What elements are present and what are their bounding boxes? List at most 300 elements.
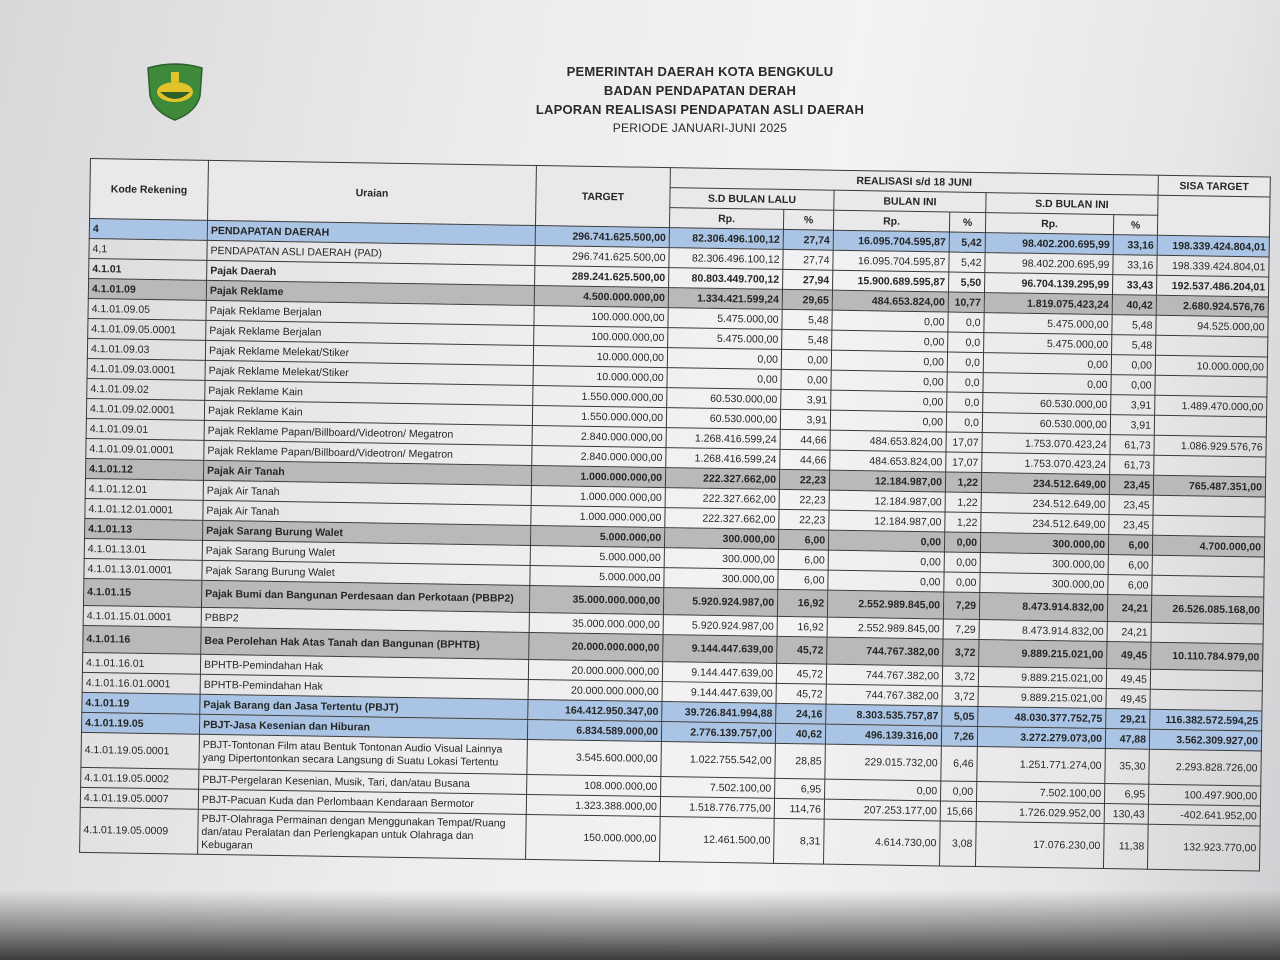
cell-kode: 4.1.01.19.05.0007 — [80, 787, 198, 809]
header-sd-bulan-lalu: S.D BULAN LALU — [670, 188, 834, 211]
cell-lalu: 5.475.000,00 — [668, 328, 782, 350]
cell-sd-p: 23,45 — [1109, 495, 1153, 516]
cell-target: 1.000.000.000,00 — [531, 505, 665, 527]
cell-sd-p: 23,45 — [1109, 475, 1153, 496]
cell-ini: 2.552.989.845,00 — [827, 617, 943, 639]
cell-lalu-p: 22,23 — [779, 469, 829, 490]
cell-uraian: Pajak Reklame Melekat/Stiker — [205, 340, 533, 365]
cell-uraian: Pajak Reklame Berjalan — [206, 320, 534, 345]
cell-uraian: Bea Perolehan Hak Atas Tanah dan Bangunan (BPHTB) — [201, 627, 529, 659]
cell-uraian: PENDAPATAN ASLI DAERAH (PAD) — [207, 240, 535, 265]
cell-ini: 0,00 — [831, 370, 947, 392]
cell-sd-p: 6,95 — [1104, 784, 1148, 805]
cell-ini-p: 7,29 — [943, 619, 979, 640]
cell-sd-p: 49,45 — [1106, 689, 1150, 710]
cell-ini: 12.184.987,00 — [829, 510, 945, 532]
cell-uraian: Pajak Reklame Melekat/Stiker — [205, 360, 533, 385]
cell-sd: 1.753.070.423,24 — [982, 433, 1110, 455]
cell-ini: 484.653.824,00 — [832, 290, 948, 312]
cell-ini-p: 0,0 — [947, 352, 983, 373]
cell-uraian: PBBP2 — [201, 607, 529, 632]
cell-lalu: 222.327.662,00 — [665, 488, 779, 510]
cell-target: 108.000.000,00 — [527, 774, 661, 796]
cell-lalu: 5.475.000,00 — [668, 308, 782, 330]
cell-sisa — [1151, 622, 1263, 644]
cell-sd: 3.272.279.073,00 — [977, 727, 1105, 749]
cell-sd-p: 23,45 — [1109, 515, 1153, 536]
cell-sisa: 1.489.470.000,00 — [1155, 395, 1267, 417]
header-target: TARGET — [535, 166, 670, 228]
cell-kode: 4.1.01.09.02.0001 — [86, 398, 204, 420]
cell-sd-p: 6,00 — [1108, 575, 1152, 596]
header-uraian: Uraian — [208, 160, 537, 225]
cell-sd-p: 47,88 — [1105, 729, 1149, 750]
cell-sd-p: 5,48 — [1112, 335, 1156, 356]
cell-kode: 4.1.01.09.03.0001 — [87, 358, 205, 380]
cell-sisa: 1.086.929.576,76 — [1154, 435, 1266, 457]
cell-ini-p: 0,0 — [947, 392, 983, 413]
header-line-3: LAPORAN REALISASI PENDAPATAN ASLI DAERAH — [535, 102, 865, 117]
cell-sd: 9.889.215.021,00 — [979, 640, 1107, 669]
cell-sisa: 10.000.000,00 — [1155, 355, 1267, 377]
cell-ini-p: 15,66 — [940, 801, 976, 822]
cell-target: 296.741.625.500,00 — [535, 246, 669, 268]
cell-sd: 60.530.000,00 — [983, 393, 1111, 415]
cell-sisa — [1154, 455, 1266, 477]
cell-lalu-p: 16,92 — [777, 589, 827, 617]
cell-sd: 96.704.139.295,99 — [984, 273, 1112, 295]
cell-sd-p: 6,00 — [1108, 555, 1152, 576]
cell-target: 10.000.000,00 — [533, 345, 667, 367]
cell-sisa: 198.339.424.804,01 — [1157, 255, 1269, 277]
photo-shadow — [0, 890, 1280, 960]
cell-uraian: Pajak Bumi dan Bangunan Perdesaan dan Perkotaan (PBBP2) — [201, 580, 529, 612]
cell-uraian: BPHTB-Pemindahan Hak — [200, 674, 528, 699]
cell-lalu-p: 5,48 — [782, 309, 832, 330]
cell-sd-p: 49,45 — [1106, 669, 1150, 690]
cell-kode: 4.1.01.16 — [83, 625, 201, 654]
cell-sd: 0,00 — [983, 353, 1111, 375]
cell-sd: 5.475.000,00 — [984, 333, 1112, 355]
cell-sisa: 3.562.309.927,00 — [1149, 729, 1261, 751]
cell-ini: 484.653.824,00 — [830, 430, 946, 452]
cell-ini: 15.900.689.595,87 — [833, 270, 949, 292]
cell-sd-p: 33,16 — [1113, 255, 1157, 276]
cell-sisa — [1155, 375, 1267, 397]
cell-ini-p: 0,0 — [948, 332, 984, 353]
cell-ini: 0,00 — [832, 330, 948, 352]
cell-target: 5.000.000,00 — [530, 565, 664, 587]
cell-uraian: PENDAPATAN DAERAH — [207, 220, 535, 245]
cell-ini: 744.767.382,00 — [826, 684, 942, 706]
cell-sd-p: 11,38 — [1103, 824, 1148, 870]
cell-target: 1.000.000.000,00 — [531, 465, 665, 487]
cell-ini: 207.253.177,00 — [824, 799, 940, 821]
cell-target: 100.000.000,00 — [534, 325, 668, 347]
cell-sisa — [1152, 575, 1264, 597]
cell-sisa: 2.293.828.726,00 — [1149, 749, 1262, 786]
kota-bengkulu-logo — [140, 62, 210, 122]
cell-sisa — [1153, 495, 1265, 517]
cell-kode: 4.1.01.13.01.0001 — [84, 558, 202, 580]
cell-ini: 0,00 — [830, 410, 946, 432]
cell-ini: 484.653.824,00 — [830, 450, 946, 472]
cell-target: 5.000.000,00 — [530, 545, 664, 567]
cell-sisa: 94.525.000,00 — [1156, 315, 1268, 337]
cell-ini-p: 7,29 — [943, 592, 979, 620]
cell-ini: 4.614.730,00 — [823, 819, 940, 866]
cell-kode: 4.1.01 — [89, 258, 207, 280]
cell-lalu: 5.920.924.987,00 — [663, 615, 777, 637]
cell-lalu-p: 3,91 — [781, 389, 831, 410]
cell-lalu: 222.327.662,00 — [665, 508, 779, 530]
cell-sisa: 26.526.085.168,00 — [1151, 595, 1263, 624]
cell-sd: 1.819.075.423,24 — [984, 293, 1112, 315]
cell-sd: 1.726.029.952,00 — [976, 802, 1104, 824]
cell-uraian: Pajak Air Tanah — [203, 480, 531, 505]
cell-sd: 60.530.000,00 — [982, 413, 1110, 435]
cell-sd: 98.402.200.695,99 — [985, 253, 1113, 275]
cell-target: 6.834.589.000,00 — [527, 719, 661, 741]
cell-sisa: 10.110.784.979,00 — [1151, 642, 1263, 671]
cell-sisa — [1150, 669, 1262, 691]
header-sd-bulan-ini: S.D BULAN INI — [986, 193, 1158, 216]
cell-kode: 4.1.01.12 — [85, 458, 203, 480]
header-periode: PERIODE JANUARI-JUNI 2025 — [612, 121, 788, 135]
cell-uraian: Pajak Reklame Berjalan — [206, 300, 534, 325]
cell-lalu: 1.518.776.775,00 — [660, 797, 774, 819]
cell-lalu: 300.000,00 — [664, 548, 778, 570]
cell-sd: 7.502.100,00 — [977, 782, 1105, 804]
cell-kode: 4.1.01.09.01 — [86, 418, 204, 440]
cell-sd: 234.512.649,00 — [981, 473, 1109, 495]
cell-kode: 4.1.01.19.05 — [81, 712, 199, 734]
cell-sd: 48.030.377.752,75 — [978, 707, 1106, 729]
cell-target: 10.000.000,00 — [533, 365, 667, 387]
cell-lalu: 1.334.421.599,24 — [668, 288, 782, 310]
cell-lalu-p: 22,23 — [779, 489, 829, 510]
cell-ini: 744.767.382,00 — [826, 664, 942, 686]
cell-lalu-p: 0,00 — [781, 349, 831, 370]
cell-ini: 0,00 — [825, 779, 941, 801]
cell-ini-p: 0,0 — [947, 372, 983, 393]
cell-sisa: 198.339.424.804,01 — [1157, 235, 1269, 257]
cell-sd: 5.475.000,00 — [984, 313, 1112, 335]
cell-ini-p: 3,08 — [939, 821, 976, 867]
cell-target: 289.241.625.500,00 — [535, 266, 669, 288]
cell-lalu-p: 45,72 — [777, 636, 827, 664]
cell-lalu: 1.022.755.542,00 — [661, 742, 776, 779]
cell-lalu: 9.144.447.639,00 — [662, 682, 776, 704]
cell-sd-p: 49,45 — [1107, 642, 1151, 670]
cell-uraian: Pajak Air Tanah — [203, 460, 531, 485]
cell-kode: 4.1.01.13.01 — [84, 538, 202, 560]
cell-lalu-p: 45,72 — [776, 683, 826, 704]
cell-uraian: PBJT-Olahraga Permainan dengan Menggunakan Tempat/Ruang dan/atau Peralatan dan Perlengkapan untuk Olahraga dan Kebugaran — [198, 809, 527, 859]
cell-lalu-p: 6,00 — [778, 529, 828, 550]
cell-sd-p: 33,43 — [1112, 275, 1156, 296]
cell-lalu-p: 27,94 — [783, 269, 833, 290]
cell-ini-p: 1,22 — [945, 512, 981, 533]
cell-lalu-p: 27,74 — [783, 249, 833, 270]
cell-lalu-p: 8,31 — [774, 818, 825, 864]
cell-sd: 9.889.215.021,00 — [978, 687, 1106, 709]
cell-sd-p: 61,73 — [1110, 455, 1154, 476]
cell-lalu-p: 5,48 — [782, 329, 832, 350]
cell-lalu-p: 45,72 — [776, 663, 826, 684]
cell-ini: 744.767.382,00 — [827, 637, 943, 666]
table-body — [80, 219, 1270, 871]
cell-lalu: 0,00 — [667, 368, 781, 390]
cell-lalu-p: 6,00 — [778, 549, 828, 570]
cell-lalu: 0,00 — [667, 348, 781, 370]
cell-sd-p: 24,21 — [1107, 595, 1151, 623]
cell-kode: 4.1.01.09.03 — [87, 338, 205, 360]
cell-sd-p: 24,21 — [1107, 622, 1151, 643]
cell-sd-p: 0,00 — [1111, 375, 1155, 396]
cell-lalu: 82.306.496.100,12 — [669, 228, 783, 250]
cell-target: 150.000.000,00 — [526, 814, 661, 861]
cell-sisa — [1154, 415, 1266, 437]
cell-target: 3.545.600.000,00 — [527, 739, 662, 776]
cell-ini: 8.303.535.757,87 — [826, 704, 942, 726]
cell-uraian: Pajak Daerah — [207, 260, 535, 285]
cell-ini: 16.095.704.595,87 — [833, 230, 949, 252]
cell-ini: 496.139.316,00 — [825, 724, 941, 746]
cell-target: 1.550.000.000,00 — [532, 405, 666, 427]
cell-lalu-p: 28,85 — [775, 743, 826, 779]
cell-sd-p: 29,21 — [1106, 709, 1150, 730]
cell-lalu: 1.268.416.599,24 — [666, 428, 780, 450]
cell-sisa: 192.537.486.204,01 — [1156, 275, 1268, 297]
cell-sisa: 116.382.572.594,25 — [1150, 709, 1262, 731]
cell-sisa: -402.641.952,00 — [1148, 804, 1260, 826]
header-realisasi: REALISASI s/d 18 JUNI — [670, 168, 1158, 196]
cell-ini: 0,00 — [832, 310, 948, 332]
cell-sd-p: 130,43 — [1104, 804, 1148, 825]
cell-sd: 8.473.914.832,00 — [979, 593, 1107, 622]
cell-sisa: 2.680.924.576,76 — [1156, 295, 1268, 317]
cell-lalu: 2.776.139.757,00 — [661, 722, 775, 744]
cell-kode: 4.1.01.16.01.0001 — [82, 672, 200, 694]
cell-sd-p: 0,00 — [1111, 355, 1155, 376]
cell-uraian: Pajak Reklame Kain — [204, 400, 532, 425]
cell-uraian: Pajak Barang dan Jasa Tertentu (PBJT) — [200, 694, 528, 719]
cell-lalu-p: 24,16 — [776, 703, 826, 724]
cell-sisa: 4.700.000,00 — [1152, 535, 1264, 557]
cell-uraian: PBJT-Tontonan Film atau Bentuk Tontonan Audio Visual Lainnya yang Dipertontonkan secara Langsung di Suatu Lokasi Tertentu — [199, 734, 528, 774]
cell-kode: 4.1.01.16.01 — [82, 652, 200, 674]
cell-sisa — [1152, 555, 1264, 577]
cell-target: 35.000.000.000,00 — [529, 585, 663, 614]
cell-ini: 0,00 — [831, 390, 947, 412]
cell-sd-p: 5,48 — [1112, 315, 1156, 336]
cell-target: 2.840.000.000,00 — [532, 445, 666, 467]
cell-lalu-p: 6,00 — [778, 569, 828, 590]
cell-target: 1.000.000.000,00 — [531, 485, 665, 507]
cell-sd: 17.076.230,00 — [975, 822, 1104, 869]
cell-ini-p: 3,72 — [942, 666, 978, 687]
cell-lalu: 300.000,00 — [664, 528, 778, 550]
header-rp: Rp. — [669, 208, 783, 230]
cell-uraian: PBJT-Pacuan Kuda dan Perlombaan Kendaraan Bermotor — [198, 789, 526, 814]
cell-lalu: 60.530.000,00 — [667, 388, 781, 410]
cell-uraian: Pajak Sarang Burung Walet — [203, 520, 531, 545]
cell-target: 35.000.000.000,00 — [529, 612, 663, 634]
header-pct: % — [783, 209, 833, 230]
cell-ini-p: 0,00 — [944, 572, 980, 593]
cell-ini: 0,00 — [828, 570, 944, 592]
cell-ini-p: 0,0 — [946, 412, 982, 433]
cell-uraian: Pajak Reklame Papan/Billboard/Videotron/ Megatron — [204, 440, 532, 465]
cell-ini-p: 5,42 — [949, 232, 985, 253]
cell-sisa: 132.923.770,00 — [1147, 824, 1260, 871]
cell-sd: 234.512.649,00 — [981, 513, 1109, 535]
cell-ini-p: 5,42 — [949, 252, 985, 273]
cell-ini: 12.184.987,00 — [829, 470, 945, 492]
header-pct: % — [1113, 215, 1157, 236]
header-rp: Rp. — [985, 213, 1113, 235]
cell-lalu: 7.502.100,00 — [661, 777, 775, 799]
cell-kode: 4.1.01.12.01.0001 — [85, 498, 203, 520]
cell-uraian: Pajak Reklame — [206, 280, 534, 305]
header-bulan-ini: BULAN INI — [834, 190, 986, 212]
cell-uraian: PBJT-Pergelaran Kesenian, Musik, Tari, dan/atau Busana — [199, 769, 527, 794]
cell-lalu: 60.530.000,00 — [666, 408, 780, 430]
cell-ini: 16.095.704.595,87 — [833, 250, 949, 272]
cell-uraian: Pajak Sarang Burung Walet — [202, 540, 530, 565]
cell-kode: 4.1.01.09.01.0001 — [86, 438, 204, 460]
cell-lalu-p: 3,91 — [780, 409, 830, 430]
cell-lalu-p: 44,66 — [780, 449, 830, 470]
cell-sd: 300.000,00 — [980, 533, 1108, 555]
cell-ini: 0,00 — [828, 530, 944, 552]
cell-sd: 9.889.215.021,00 — [978, 667, 1106, 689]
cell-ini-p: 0,00 — [944, 552, 980, 573]
cell-ini-p: 1,22 — [945, 492, 981, 513]
cell-lalu-p: 40,62 — [775, 723, 825, 744]
cell-uraian: Pajak Air Tanah — [203, 500, 531, 525]
cell-lalu: 9.144.447.639,00 — [662, 662, 776, 684]
cell-sd: 234.512.649,00 — [981, 493, 1109, 515]
cell-target: 1.323.388.000,00 — [526, 794, 660, 816]
cell-uraian: Pajak Reklame Papan/Billboard/Videotron/ Megatron — [204, 420, 532, 445]
cell-kode: 4 — [89, 219, 207, 241]
cell-target: 164.412.950.347,00 — [528, 699, 662, 721]
header-sisa-target: SISA TARGET — [1158, 175, 1270, 197]
cell-kode: 4,1 — [89, 238, 207, 260]
cell-sd: 300.000,00 — [980, 553, 1108, 575]
cell-ini-p: 0,00 — [941, 781, 977, 802]
cell-kode: 4.1.01.15 — [83, 578, 201, 607]
cell-sd-p: 61,73 — [1110, 435, 1154, 456]
cell-ini-p: 0,00 — [944, 532, 980, 553]
cell-ini: 0,00 — [831, 350, 947, 372]
report-header — [430, 62, 970, 138]
header-sisa-blank — [1157, 195, 1270, 237]
cell-ini-p: 1,22 — [945, 472, 981, 493]
cell-ini: 12.184.987,00 — [829, 490, 945, 512]
cell-lalu: 222.327.662,00 — [665, 468, 779, 490]
cell-lalu-p: 44,66 — [780, 429, 830, 450]
cell-kode: 4.1.01.09.05 — [88, 298, 206, 320]
cell-ini-p: 6,46 — [941, 746, 978, 782]
cell-lalu: 9.144.447.639,00 — [663, 635, 777, 664]
cell-sisa — [1150, 689, 1262, 711]
cell-lalu: 80.803.449.700,12 — [669, 268, 783, 290]
cell-kode: 4.1.01.09.02 — [87, 378, 205, 400]
cell-target: 100.000.000,00 — [534, 305, 668, 327]
cell-ini-p: 3,72 — [943, 639, 979, 667]
cell-sd: 8.473.914.832,00 — [979, 620, 1107, 642]
cell-sd: 300.000,00 — [980, 573, 1108, 595]
cell-sisa — [1153, 515, 1265, 537]
cell-sd-p: 40,42 — [1112, 295, 1156, 316]
cell-lalu: 5.920.924.987,00 — [663, 588, 777, 617]
cell-kode: 4.1.01.19.05.0002 — [81, 767, 199, 789]
cell-target: 20.000.000.000,00 — [529, 632, 663, 661]
cell-uraian: BPHTB-Pemindahan Hak — [200, 654, 528, 679]
cell-lalu-p: 16,92 — [777, 616, 827, 637]
cell-kode: 4.1.01.09 — [88, 278, 206, 300]
cell-ini: 229.015.732,00 — [825, 744, 942, 781]
cell-target: 2.840.000.000,00 — [532, 425, 666, 447]
cell-target: 5.000.000,00 — [530, 525, 664, 547]
cell-sisa: 765.487.351,00 — [1153, 475, 1265, 497]
cell-uraian: PBJT-Jasa Kesenian dan Hiburan — [199, 714, 527, 739]
realisasi-table — [79, 158, 1271, 871]
cell-sd: 1.753.070.423,24 — [982, 453, 1110, 475]
cell-lalu: 300.000,00 — [664, 568, 778, 590]
cell-kode: 4.1.01.15.01.0001 — [83, 605, 201, 627]
cell-sd-p: 3,91 — [1110, 415, 1154, 436]
cell-sisa: 100.497.900,00 — [1148, 784, 1260, 806]
cell-sd: 0,00 — [983, 373, 1111, 395]
report-sheet — [79, 158, 1271, 871]
cell-lalu-p: 29,65 — [782, 289, 832, 310]
cell-ini-p: 7,26 — [941, 726, 977, 747]
cell-kode: 4.1.01.19.05.0009 — [80, 807, 199, 854]
cell-sd-p: 6,00 — [1108, 535, 1152, 556]
cell-kode: 4.1.01.09.05.0001 — [88, 318, 206, 340]
cell-lalu: 82.306.496.100,12 — [669, 248, 783, 270]
cell-kode: 4.1.01.13 — [85, 518, 203, 540]
cell-ini-p: 17,07 — [946, 432, 982, 453]
cell-ini-p: 5,05 — [942, 706, 978, 727]
cell-lalu-p: 114,76 — [774, 798, 824, 819]
cell-ini-p: 10,77 — [948, 292, 984, 313]
cell-sd: 1.251.771.274,00 — [977, 747, 1106, 784]
cell-sd-p: 33,16 — [1113, 235, 1157, 256]
cell-kode: 4.1.01.12.01 — [85, 478, 203, 500]
header-line-1: PEMERINTAH DAERAH KOTA BENGKULU — [566, 64, 834, 79]
cell-target: 20.000.000.000,00 — [528, 659, 662, 681]
header-pct: % — [949, 212, 985, 233]
cell-uraian: Pajak Reklame Kain — [205, 380, 533, 405]
cell-ini-p: 3,72 — [942, 686, 978, 707]
cell-kode: 4.1.01.19.05.0001 — [81, 732, 200, 769]
header-line-2: BADAN PENDAPATAN DERAH — [603, 83, 797, 98]
cell-ini-p: 5,50 — [949, 272, 985, 293]
cell-ini-p: 17,07 — [946, 452, 982, 473]
cell-target: 296.741.625.500,00 — [535, 226, 669, 248]
cell-lalu-p: 0,00 — [781, 369, 831, 390]
cell-lalu-p: 27,74 — [783, 229, 833, 250]
cell-lalu: 1.268.416.599,24 — [666, 448, 780, 470]
cell-ini-p: 0,0 — [948, 312, 984, 333]
header-kode-rekening: Kode Rekening — [90, 159, 209, 221]
cell-lalu-p: 6,95 — [775, 778, 825, 799]
